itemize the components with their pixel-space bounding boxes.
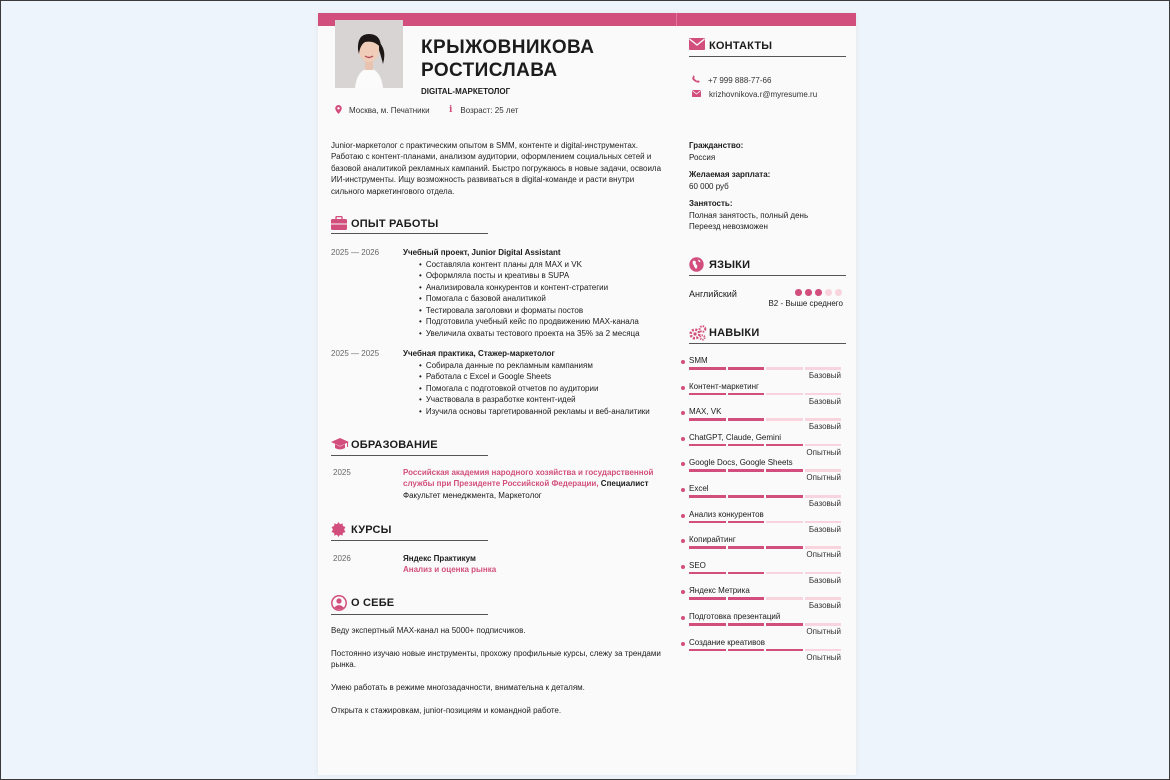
skill-row	[681, 510, 841, 536]
experience-heading: ОПЫТ РАБОТЫ	[331, 216, 438, 231]
list-item: • Помогала с базовой аналитикой	[419, 293, 640, 304]
about-divider	[331, 614, 488, 615]
phone-icon	[692, 75, 700, 85]
about-paragraph: Открыта к стажировкам, junior-позициям и командной работе.	[331, 706, 562, 715]
skill-name: Excel	[689, 484, 709, 493]
faculty: Факультет менеджмента, Маркетолог	[403, 490, 542, 500]
bullet-dot-icon	[681, 462, 685, 466]
location-pin-icon	[335, 105, 342, 116]
phone-row[interactable]: +7 999 888-77-66	[692, 75, 771, 85]
skill-level-segment	[805, 521, 842, 524]
list-item: • Анализировала конкурентов и контент-стратегии	[419, 282, 640, 293]
course-entry	[403, 553, 496, 576]
bullet-dot-icon	[681, 411, 685, 415]
skill-name: SEO	[689, 560, 706, 570]
skill-level-bar	[689, 367, 841, 370]
skill-level-segment	[689, 393, 726, 396]
badge-icon	[331, 522, 346, 537]
skill-level-segment	[689, 597, 726, 600]
skill-level-segment	[689, 469, 726, 472]
skill-level-segment	[766, 367, 803, 370]
personal-details	[689, 140, 808, 233]
languages-divider	[689, 275, 846, 276]
skill-level-segment	[728, 495, 765, 498]
about-heading: О СЕБЕ	[331, 595, 394, 610]
relocation-value: Переезд невозможен	[689, 222, 768, 231]
user-circle-icon	[331, 595, 346, 610]
skill-level-segment	[689, 444, 726, 447]
course-name: Анализ и оценка рынка	[403, 565, 497, 575]
skill-level-segment	[805, 623, 842, 626]
level-dot	[815, 289, 822, 296]
skill-level-segment	[728, 572, 765, 575]
job-duties	[419, 360, 650, 417]
bullet-dot-icon	[681, 642, 685, 646]
job-dates: 2025 — 2026	[331, 248, 380, 257]
skill-level-segment	[689, 521, 726, 524]
skill-level-segment	[689, 367, 726, 370]
skill-level-bar	[689, 521, 841, 524]
skill-level-bar	[689, 597, 841, 600]
skill-level-segment	[728, 367, 765, 370]
list-item: • Работала с Excel и Google Sheets	[419, 371, 650, 382]
candidate-name: КРЫЖОВНИКОВА РОСТИСЛАВА	[421, 37, 595, 81]
about-paragraph: Веду экспертный MAX-канал на 5000+ подписчиков.	[331, 626, 526, 635]
skill-level-segment	[766, 444, 803, 447]
language-level: B2 - Выше среднего	[768, 299, 843, 308]
skills-divider	[689, 343, 846, 344]
summary-text: Junior-маркетолог с практическим опытом в SMM, контенте и digital-инструментах. Работаю с контент-планами, анализом аудитории, оформлением социальных сетей и базовой аналитикой рекламных кампаний. Быстро погружаюсь в новые задачи, освоила ИИ-инструменты. Ищу возможность развиваться в digital-команде и расти внутри сильного маркетингового отдела.	[331, 141, 662, 196]
skill-name: Подготовка презентаций	[689, 612, 781, 621]
skill-level-segment	[689, 649, 726, 652]
skill-level-segment	[766, 521, 803, 524]
job-title: Учебная практика, Стажер-маркетолог	[403, 349, 555, 358]
skill-name: Копирайтинг	[689, 535, 736, 545]
email-row[interactable]: krizhovnikova.r@myresume.ru	[692, 90, 817, 99]
employment-label: Занятость:	[689, 199, 733, 208]
list-item: • Собирала данные по рекламным кампаниям	[419, 360, 650, 371]
education-divider	[331, 455, 488, 456]
skill-level-segment	[728, 521, 765, 524]
skill-level-segment	[689, 623, 726, 626]
language-name: Английский	[689, 289, 737, 299]
skill-name: ChatGPT, Claude, Gemini	[689, 432, 782, 442]
skill-level-segment	[689, 495, 726, 498]
skill-row	[681, 561, 841, 587]
skill-level-segment	[728, 393, 765, 396]
bullet-dot-icon	[681, 590, 685, 594]
skill-level-segment	[728, 649, 765, 652]
skill-row	[681, 612, 841, 638]
skill-level: Базовый	[808, 499, 841, 508]
skill-level: Опытный	[806, 473, 841, 483]
skill-level-segment	[766, 418, 803, 421]
skill-row	[681, 407, 841, 433]
education-heading: ОБРАЗОВАНИЕ	[331, 437, 438, 452]
list-item: • Составляла контент планы для MAX и VK	[419, 259, 640, 270]
skill-level: Базовый	[808, 371, 841, 380]
location: Москва, м. Печатники	[335, 105, 430, 116]
skill-level-segment	[805, 649, 842, 652]
gears-icon	[689, 325, 704, 340]
employment-value: Полная занятость, полный день	[689, 210, 809, 220]
skill-level-segment	[805, 546, 842, 549]
skill-level: Опытный	[806, 550, 841, 560]
skill-level-segment	[805, 572, 842, 575]
skill-level-bar	[689, 444, 841, 447]
skill-row	[681, 433, 841, 459]
bullet-dot-icon	[681, 539, 685, 543]
bullet-dot-icon	[681, 616, 685, 620]
language-level-dots	[795, 289, 842, 296]
skill-level-segment	[766, 597, 803, 600]
skill-level-segment	[766, 393, 803, 396]
job-title: Учебный проект, Junior Digital Assistant	[403, 248, 561, 257]
skill-level: Опытный	[806, 627, 841, 636]
skills-heading: НАВЫКИ	[689, 325, 759, 340]
graduation-cap-icon	[331, 437, 346, 452]
skill-name: Анализ конкурентов	[689, 509, 764, 519]
course-provider: Яндекс Практикум	[403, 554, 476, 563]
contacts-divider	[689, 56, 846, 57]
list-item: • Оформляла посты и креативы в SUPA	[419, 270, 640, 281]
skill-level-segment	[766, 495, 803, 498]
skill-level-segment	[805, 367, 842, 370]
skill-level-segment	[728, 623, 765, 626]
skill-name: Создание креативов	[689, 637, 765, 647]
skill-row	[681, 382, 841, 408]
courses-heading: КУРСЫ	[331, 522, 392, 537]
skill-level-segment	[766, 649, 803, 652]
skill-level-segment	[728, 444, 765, 447]
skill-level-segment	[689, 572, 726, 575]
list-item: • Тестировала заголовки и форматы постов	[419, 305, 640, 316]
list-item: • Подготовила учебный кейс по продвижению MAX-канала	[419, 316, 640, 327]
skill-level: Базовый	[808, 422, 841, 432]
skill-level-segment	[728, 469, 765, 472]
skill-level-segment	[766, 546, 803, 549]
resume-page	[318, 13, 856, 775]
citizenship-label: Гражданство:	[689, 141, 744, 150]
skill-name: Яндекс Метрика	[689, 586, 750, 596]
education-year: 2025	[333, 468, 351, 477]
age: i Возраст: 25 лет	[449, 105, 519, 115]
job-dates: 2025 — 2025	[331, 349, 380, 358]
skill-row	[681, 484, 841, 510]
salary-label: Желаемая зарплата:	[689, 170, 771, 179]
globe-icon	[689, 257, 704, 272]
bullet-dot-icon	[681, 514, 685, 518]
education-entry	[403, 467, 663, 501]
skill-level: Опытный	[806, 447, 841, 457]
bullet-dot-icon	[681, 360, 685, 364]
skill-level-segment	[805, 597, 842, 600]
skill-level-segment	[766, 572, 803, 575]
info-icon: i	[449, 105, 453, 115]
course-year: 2026	[333, 554, 351, 563]
bullet-dot-icon	[681, 437, 685, 441]
skill-level-segment	[766, 469, 803, 472]
skill-name: MAX, VK	[689, 407, 722, 417]
languages-heading: ЯЗЫКИ	[689, 257, 750, 272]
job-title: DIGITAL-МАРКЕТОЛОГ	[421, 87, 511, 96]
about-paragraph: Постоянно изучаю новые инструменты, прохожу профильные курсы, слежу за трендами рынка.	[331, 649, 661, 670]
skill-row	[681, 638, 841, 664]
skill-level-bar	[689, 546, 841, 549]
salary-value: 60 000 руб	[689, 181, 729, 191]
job-duties	[419, 259, 640, 339]
skill-level: Опытный	[806, 652, 841, 662]
contacts-heading: КОНТАКТЫ	[689, 38, 772, 53]
skill-level-bar	[689, 418, 841, 421]
skill-row	[681, 458, 841, 484]
experience-divider	[331, 233, 488, 234]
skill-level-bar	[689, 393, 841, 396]
skill-level-segment	[805, 444, 842, 447]
skill-name: SMM	[689, 356, 708, 365]
list-item: • Помогала с подготовкой отчетов по аудитории	[419, 383, 650, 394]
list-item: • Участвовала в разработке контент-идей	[419, 394, 650, 405]
skill-level-bar	[689, 572, 841, 575]
skill-level: Базовый	[808, 524, 841, 534]
bullet-dot-icon	[681, 565, 685, 569]
skill-level-bar	[689, 623, 841, 626]
bullet-dot-icon	[681, 488, 685, 492]
bullet-dot-icon	[681, 386, 685, 390]
skill-level-bar	[689, 469, 841, 472]
skill-level-segment	[805, 418, 842, 421]
skill-level: Базовый	[808, 575, 841, 585]
skill-row	[681, 356, 841, 382]
level-dot	[835, 289, 842, 296]
envelope-icon	[689, 38, 704, 53]
briefcase-icon	[331, 216, 346, 231]
profile-photo	[335, 20, 403, 88]
about-paragraph: Умею работать в режиме многозадачности, внимательна к деталям.	[331, 683, 585, 692]
email-icon	[692, 90, 701, 99]
skill-level-segment	[805, 469, 842, 472]
courses-divider	[331, 540, 488, 541]
list-item: • Увеличила охваты тестового проекта на 35% за 2 месяца	[419, 328, 640, 339]
list-item: • Изучила основы таргетированной рекламы и веб-аналитики	[419, 406, 650, 417]
skill-row	[681, 586, 841, 612]
degree: Специалист	[598, 479, 649, 489]
skill-level-segment	[728, 418, 765, 421]
school-name: Российская академия народного хозяйства и государственной службы при Президенте Российской Федерации,	[403, 468, 654, 489]
skill-level-segment	[766, 623, 803, 626]
citizenship-value: Россия	[689, 152, 716, 162]
skill-level: Базовый	[808, 601, 841, 611]
skill-level-segment	[805, 495, 842, 498]
skill-row	[681, 535, 841, 561]
skill-level: Базовый	[808, 396, 841, 406]
level-dot	[805, 289, 812, 296]
skill-level-segment	[689, 418, 726, 421]
skill-level-segment	[728, 597, 765, 600]
skill-name: Контент-маркетинг	[689, 381, 759, 391]
skill-level-bar	[689, 649, 841, 652]
skill-level-segment	[728, 546, 765, 549]
skill-level-segment	[689, 546, 726, 549]
level-dot	[795, 289, 802, 296]
skill-name: Google Docs, Google Sheets	[689, 458, 793, 468]
skill-level-bar	[689, 495, 841, 498]
level-dot	[825, 289, 832, 296]
skill-level-segment	[805, 393, 842, 396]
